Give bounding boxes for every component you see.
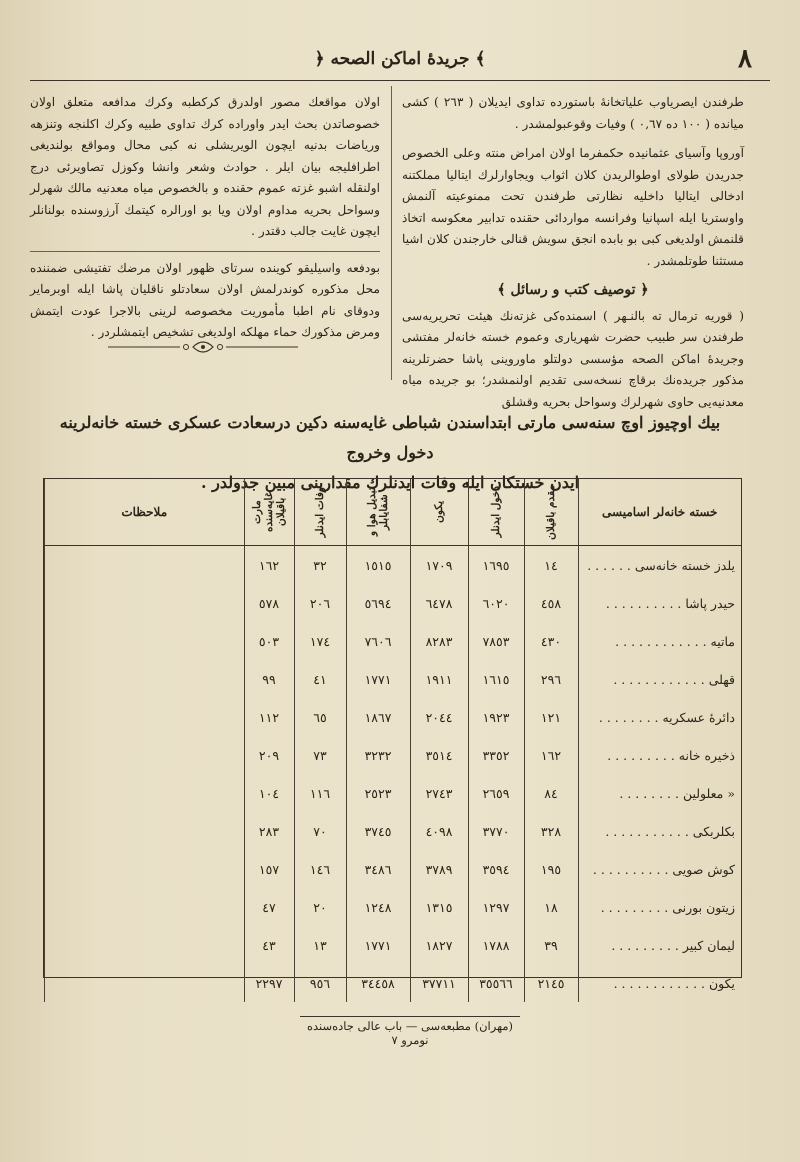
table-row [45, 850, 742, 888]
total-cell: ٣٧٧١١ [410, 964, 468, 1002]
ornament-divider [108, 337, 298, 357]
table-title-line-2: ايدن خستكان ايله وفات ايدنلرك مقدارينى مبين جدولدر . [200, 473, 580, 492]
remaining-end-cell: ٥٠٣ [244, 622, 294, 660]
discharged-cell: ٣٤٤٥٨ [346, 964, 410, 1002]
header-remaining-end: مارت غايه‌سنده باقيلان [251, 491, 287, 533]
admitted-cell: ٣٣٥٢ [468, 736, 524, 774]
total-cell: ٤٠٩٨ [410, 812, 468, 850]
table-row [45, 660, 742, 698]
left-column [30, 92, 380, 352]
remaining-end-cell: ٩٩ [244, 660, 294, 698]
admitted-cell: ٣٧٧٠ [468, 812, 524, 850]
table-row [45, 622, 742, 660]
hospital-name-cell: ذخيره خانه . . . . . . . . . [578, 736, 741, 774]
table-row [45, 964, 742, 1002]
table-title-line-1: بيك اوچيوز اوچ سنه‌سى مارتى ابتداسندن شباطى غايه‌سنه دكين درسعادت عسكرى خسته خانه‌لرينه دخول وخروج [59, 413, 721, 462]
discharged-cell: ١٢٤٨ [346, 888, 410, 926]
notes-cell [45, 546, 245, 585]
left-paragraph-1: اولان مواقعك مصور اولدرق كركطبه وكرك مدافعه متعلق اولان خصوصاتدن بحث ايدر واوراده كرك تداوى طبيه وكرك اكلنجه وتنزهه ورياضات بدنيه ايچون الويريشلى نه كبى محال ومواقع بولنديغى اطرافليجه بيان ايلر . حوادث وشعر وانشا وكوزل تصاويرئى درج اولنقله اشبو غزته عموم حقنده و بالخصوص مياه معدنيه مالك شهرلر وسواحل بحريه مداوم اولان ويا بو اورالره كيتمك آرزوسنده بولنانلر ايچون غايت جالب دقتدر . [30, 95, 380, 238]
admitted-cell: ٧٨٥٣ [468, 622, 524, 660]
deaths-cell: ١١٦ [294, 774, 346, 812]
previous-remaining-cell: ٢٩٦ [524, 660, 578, 698]
notes-cell [45, 584, 245, 622]
deaths-cell: ٣٢ [294, 546, 346, 585]
remaining-end-cell: ٤٧ [244, 888, 294, 926]
admitted-cell: ١٦٩٥ [468, 546, 524, 585]
notes-cell [45, 736, 245, 774]
deaths-cell: ٧٣ [294, 736, 346, 774]
deaths-cell: ٦٥ [294, 698, 346, 736]
total-cell: ٦٤٧٨ [410, 584, 468, 622]
discharged-cell: ٣٤٨٦ [346, 850, 410, 888]
left-paragraph-2: بودفعه واسيليقو كوينده سرتاى ظهور اولان مرضك تفتيشى ضمننده محل مذكوره كوندرلمش اولان سعادتلو ناقليان پاشا ايله اوبرماير ودوقاى نام اطبا مأموريت مخصوصه لرينى بالاجرا عودت ايتمش ومرض مذكورك حماء مهلكه اولديغى تشخيص ايتمشلردر . [30, 251, 380, 344]
header-discharged: تبديل هوا و شفايابلر [366, 487, 390, 537]
total-cell: ٣٧٨٩ [410, 850, 468, 888]
previous-remaining-cell: ٢١٤٥ [524, 964, 578, 1002]
table-row [45, 584, 742, 622]
printer-footer: (مهران) مطبعه‌سى — باب عالى جاده‌سنده نومرو ٧ [300, 1016, 520, 1047]
section-heading: ﴿ توصيف كتب و رسائل ﴾ [497, 282, 649, 298]
remaining-end-cell: ١٦٢ [244, 546, 294, 585]
statistics-table [43, 478, 742, 991]
total-cell: ١٣١٥ [410, 888, 468, 926]
right-paragraph-1: طرفندن ايصرياوب علياتخانهٔ باستورده تداوى ايديلان ( ٢٦٣ ) كشى ميانده ( ١٠٠ ده ٠,٦٧ ) وفيات وقوعبولمشدر . [402, 95, 744, 131]
deaths-cell: ٤١ [294, 660, 346, 698]
header-previous-remaining: مقدم باقيلان [545, 484, 557, 540]
table-row [45, 774, 742, 812]
notes-cell [45, 812, 245, 850]
notes-cell [45, 926, 245, 964]
header-rule [30, 80, 770, 81]
discharged-cell: ١٧٧١ [346, 660, 410, 698]
remaining-end-cell: ٢٢٩٧ [244, 964, 294, 1002]
previous-remaining-cell: ٤٥٨ [524, 584, 578, 622]
column-divider [391, 86, 392, 380]
remaining-end-cell: ٢٨٣ [244, 812, 294, 850]
hospital-name-cell: كوش صويى . . . . . . . . . . [578, 850, 741, 888]
hospital-name-cell: يلدز خسته خانه‌سى . . . . . . [578, 546, 741, 585]
total-cell: ٨٢٨٣ [410, 622, 468, 660]
page-header [30, 44, 770, 80]
total-cell: ٢٧٤٣ [410, 774, 468, 812]
header-deaths: وفات ايدنلر [314, 486, 326, 538]
total-cell: ١٨٢٧ [410, 926, 468, 964]
previous-remaining-cell: ٨٤ [524, 774, 578, 812]
notes-cell [45, 850, 245, 888]
right-paragraph-2: آوروپا وآسياى عثمانيده حكمفرما اولان امراض منته وعلى الخصوص جدريدن طولاى اوطوالريدن كلان اثواب ويجاوارلرك ايتاليا مملكتنه ادخالى ايتاليا داخليه نظارتى طرفندن تحت ممنوعيته آلنمش واوستريا ايله اسپانيا وفرانسه مواردائى حقنده تدابير معكوسه اتخاذ قلنمش اولديغى كبى بو بابده انجق سويش قنالى خارجندن كلان اشيا مستثنا طوتلمشدر . [402, 146, 744, 268]
admitted-cell: ٣٥٩٤ [468, 850, 524, 888]
deaths-cell: ٢٠٦ [294, 584, 346, 622]
previous-remaining-cell: ١٢١ [524, 698, 578, 736]
table-body [45, 546, 742, 1003]
notes-cell [45, 774, 245, 812]
admitted-cell: ٢٦٥٩ [468, 774, 524, 812]
table-row [45, 736, 742, 774]
deaths-cell: ١٣ [294, 926, 346, 964]
hospital-name-cell: ليمان كبير . . . . . . . . . [578, 926, 741, 964]
notes-cell [45, 660, 245, 698]
notes-cell [45, 888, 245, 926]
discharged-cell: ١٥١٥ [346, 546, 410, 585]
table-row [45, 812, 742, 850]
table-row [45, 546, 742, 585]
previous-remaining-cell: ٤٣٠ [524, 622, 578, 660]
journal-title: ﴿ جريدهٔ اماكن الصحه ﴾ [314, 49, 486, 69]
admitted-cell: ١٧٨٨ [468, 926, 524, 964]
hospital-name-cell: ماتيه . . . . . . . . . . . . [578, 622, 741, 660]
hospital-name-cell: دائرهٔ عسكريه . . . . . . . . [578, 698, 741, 736]
deaths-cell: ٧٠ [294, 812, 346, 850]
previous-remaining-cell: ٣٩ [524, 926, 578, 964]
right-column [402, 92, 744, 421]
discharged-cell: ٧٦٠٦ [346, 622, 410, 660]
hospital-name-cell: يكون . . . . . . . . . . . . [578, 964, 741, 1002]
admitted-cell: ٣٥٥٦٦ [468, 964, 524, 1002]
discharged-cell: ١٨٦٧ [346, 698, 410, 736]
previous-remaining-cell: ١٩٥ [524, 850, 578, 888]
table-row [45, 888, 742, 926]
table-row [45, 926, 742, 964]
previous-remaining-cell: ٣٢٨ [524, 812, 578, 850]
total-cell: ١٩١١ [410, 660, 468, 698]
notes-cell [45, 964, 245, 1002]
deaths-cell: ٩٥٦ [294, 964, 346, 1002]
admitted-cell: ٦٠٢٠ [468, 584, 524, 622]
admitted-cell: ١٢٩٧ [468, 888, 524, 926]
header-admitted: دخول ايدنلر [490, 486, 502, 538]
header-hospital-names: خسته خانه‌لر اساميسى [578, 479, 741, 546]
discharged-cell: ٣٢٣٢ [346, 736, 410, 774]
table-row [45, 698, 742, 736]
total-cell: ١٧٠٩ [410, 546, 468, 585]
hospital-name-cell: « معلولين . . . . . . . . [578, 774, 741, 812]
discharged-cell: ١٧٧١ [346, 926, 410, 964]
remaining-end-cell: ٤٣ [244, 926, 294, 964]
deaths-cell: ٢٠ [294, 888, 346, 926]
table-header-row [45, 479, 742, 546]
admitted-cell: ١٩٢٣ [468, 698, 524, 736]
total-cell: ٣٥١٤ [410, 736, 468, 774]
discharged-cell: ٥٦٩٤ [346, 584, 410, 622]
notes-cell [45, 622, 245, 660]
remaining-end-cell: ٥٧٨ [244, 584, 294, 622]
remaining-end-cell: ٢٠٩ [244, 736, 294, 774]
total-cell: ٢٠٤٤ [410, 698, 468, 736]
hospital-name-cell: زيتون بورنى . . . . . . . . . [578, 888, 741, 926]
discharged-cell: ٢٥٢٣ [346, 774, 410, 812]
previous-remaining-cell: ١٦٢ [524, 736, 578, 774]
deaths-cell: ١٤٦ [294, 850, 346, 888]
hospital-name-cell: حيدر پاشا . . . . . . . . . . [578, 584, 741, 622]
notes-cell [45, 698, 245, 736]
hospital-name-cell: بكلربكى . . . . . . . . . . . [578, 812, 741, 850]
header-notes: ملاحظات [45, 479, 245, 546]
header-total: يكون [433, 501, 445, 523]
remaining-end-cell: ١٥٧ [244, 850, 294, 888]
previous-remaining-cell: ١٨ [524, 888, 578, 926]
hospital-name-cell: قهلى . . . . . . . . . . . . [578, 660, 741, 698]
remaining-end-cell: ١٠٤ [244, 774, 294, 812]
previous-remaining-cell: ١٤ [524, 546, 578, 585]
admitted-cell: ١٦١٥ [468, 660, 524, 698]
right-paragraph-3: ( قوريه ترمال ته بالنـهر ) اسمنده‌كى غزته‌نك هيئت تحريريه‌سى طرفندن سر طبيب حضرت شهريارى وعموم خسته خانه‌لر مفتشى وجريدهٔ اماكن الصحه مؤسسى دولتلو ماوروينى پاشا حضرتلرينه مذكور جريده‌نك برقاچ نسخه‌سى تقديم اولنمشدر؛ بو جريده مياه معدنيه‌يى حاوى شهرلرك وسواحل بحريه وقشلق [402, 308, 744, 409]
remaining-end-cell: ١١٢ [244, 698, 294, 736]
page-number: ٨ [738, 44, 752, 74]
discharged-cell: ٣٧٤٥ [346, 812, 410, 850]
deaths-cell: ١٧٤ [294, 622, 346, 660]
